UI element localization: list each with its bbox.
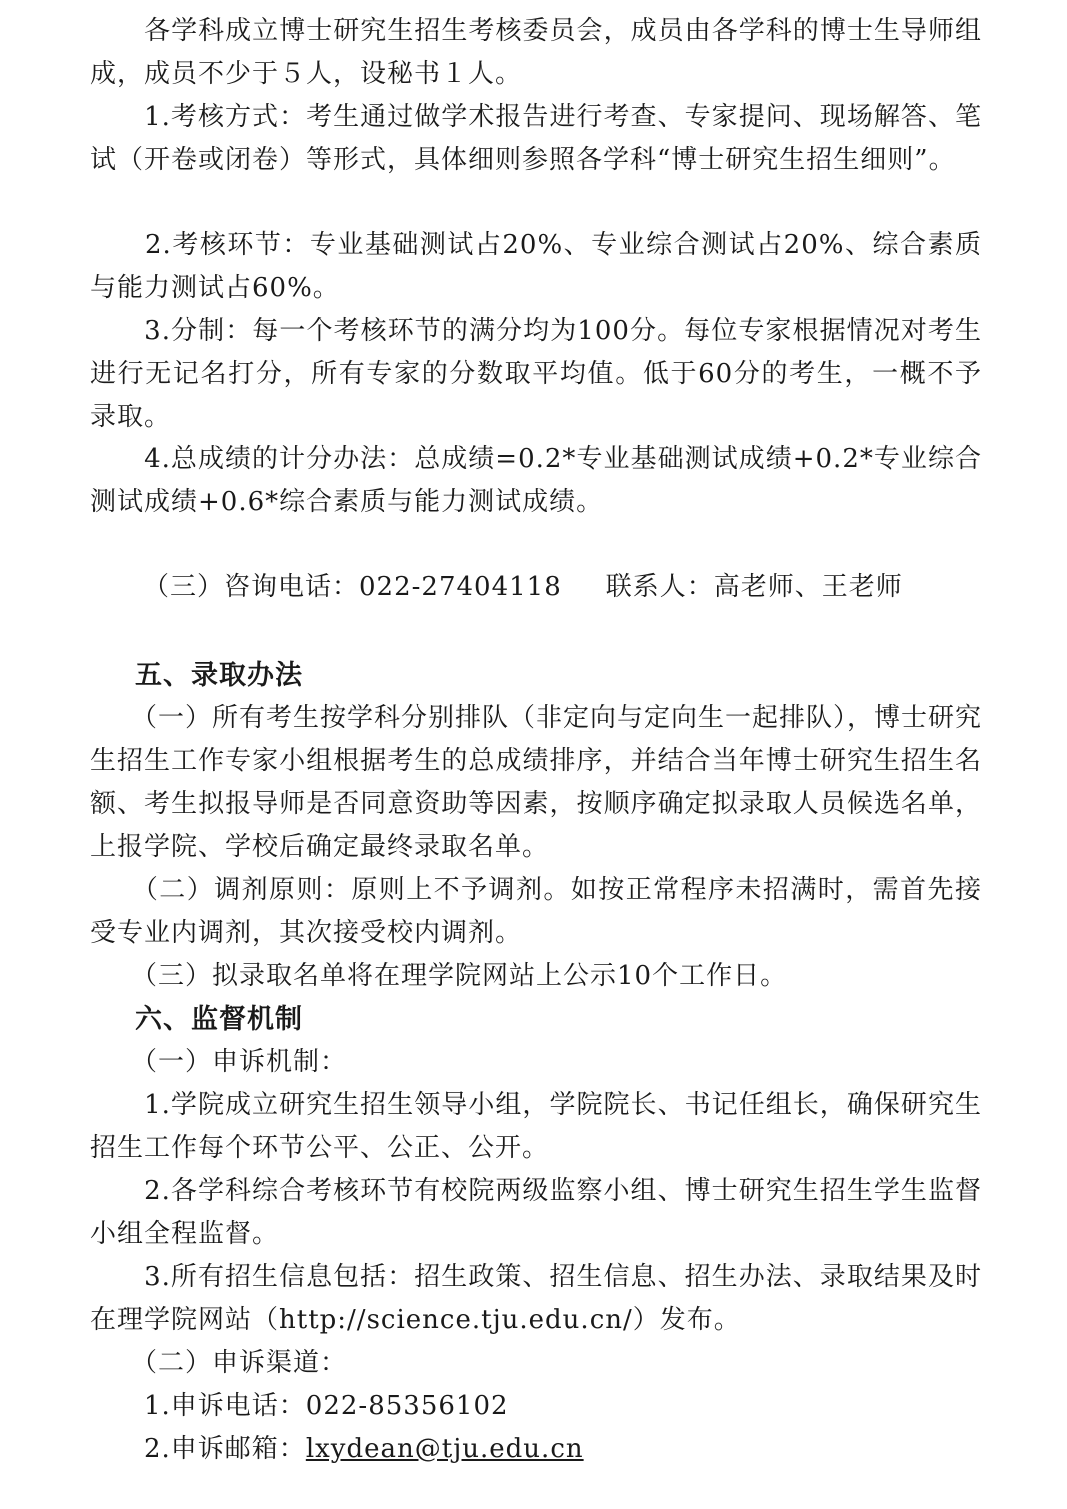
paragraph-committee: 各学科成立博士研究生招生考核委员会，成员由各学科的博士生导师组成，成员不少于５人，设秘书１人。 xyxy=(90,16,982,89)
heading-supervision: 六、监督机制 xyxy=(135,1004,303,1035)
paragraph-info-publication: 3.所有招生信息包括：招生政策、招生信息、招生办法、录取结果及时在理学院网站（http://science.tju.edu.cn/）发布。 xyxy=(90,1262,982,1335)
appeal-email-link[interactable]: lxydean@tju.edu.cn xyxy=(305,1434,584,1464)
appeal-email-label: 2.申诉邮箱： xyxy=(90,1434,306,1464)
paragraph-publicity: （三）拟录取名单将在理学院网站上公示10个工作日。 xyxy=(90,961,788,991)
paragraph-assessment-stages: 2.考核环节：专业基础测试占20%、专业综合测试占20%、综合素质与能力测试占60%。 xyxy=(90,230,982,303)
paragraph-scoring: 3.分制：每一个考核环节的满分均为100分。每位专家根据情况对考生进行无记名打分，所有专家的分数取平均值。低于60分的考生，一概不予录取。 xyxy=(90,316,982,432)
paragraph-assessment-method: 1.考核方式：考生通过做学术报告进行考查、专家提问、现场解答、笔试（开卷或闭卷）等形式，具体细则参照各学科“博士研究生招生细则”。 xyxy=(90,102,982,175)
paragraph-appeal-channels: （二）申诉渠道： xyxy=(90,1348,348,1378)
heading-admission: 五、录取办法 xyxy=(135,660,303,691)
paragraph-supervision-groups: 2.各学科综合考核环节有校院两级监察小组、博士研究生招生学生监督小组全程监督。 xyxy=(90,1176,982,1249)
paragraph-adjustment-principle: （二）调剂原则：原则上不予调剂。如按正常程序未招满时，需首先接受专业内调剂，其次接受校内调剂。 xyxy=(90,875,982,948)
paragraph-admission-ranking: （一）所有考生按学科分别排队（非定向与定向生一起排队），博士研究生招生工作专家小组根据考生的总成绩排序，并结合当年博士研究生招生名额、考生拟报导师是否同意资助等因素，按顺序确定拟录取人员候选名单，上报学院、学校后确定最终录取名单。 xyxy=(90,703,983,862)
consult-line xyxy=(143,566,903,609)
paragraph-appeal-phone: 1.申诉电话：022-85356102 xyxy=(90,1391,509,1421)
paragraph-total-score: 4.总成绩的计分办法：总成绩=0.2*专业基础测试成绩+0.2*专业综合测试成绩+0.6*综合素质与能力测试成绩。 xyxy=(90,444,982,517)
paragraph-appeal-email xyxy=(90,1428,982,1471)
consult-contact-person: 联系人：高老师、王老师 xyxy=(605,572,903,602)
paragraph-appeal-mechanism: （一）申诉机制： xyxy=(90,1047,348,1077)
consult-phone: （三）咨询电话：022-27404118 xyxy=(143,572,562,602)
paragraph-leadership-group: 1.学院成立研究生招生领导小组，学院院长、书记任组长，确保研究生招生工作每个环节公平、公正、公开。 xyxy=(90,1090,982,1163)
